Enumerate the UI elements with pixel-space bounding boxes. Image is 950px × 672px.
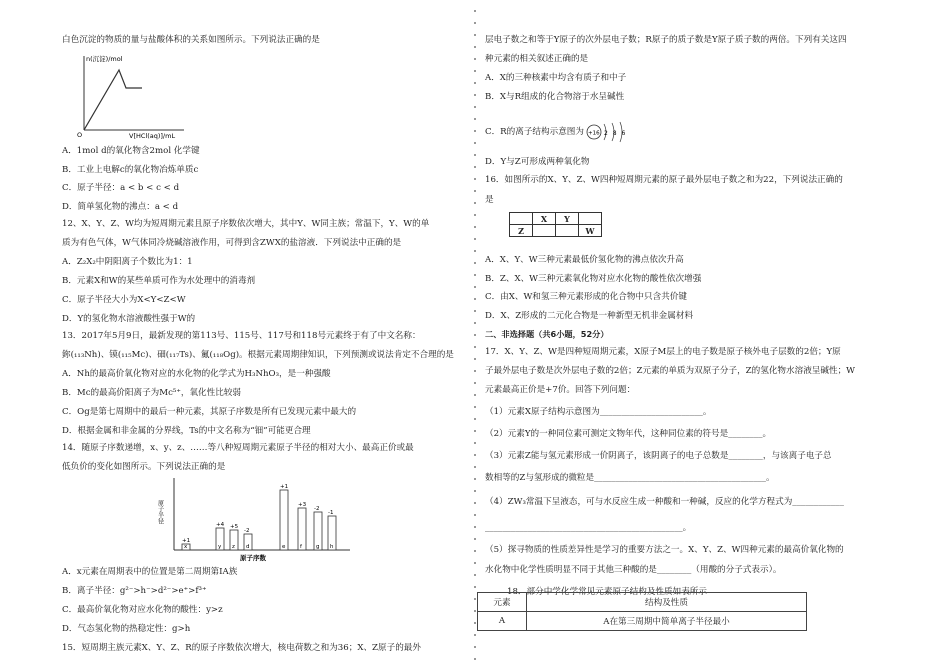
option: D．X、Z形成的二元化合物是一种新型无机非金属材料 <box>485 310 694 321</box>
q14-bar-value: +3 <box>298 502 307 508</box>
q14-bar-element: h <box>330 544 334 550</box>
option: C．R的离子结构示意图为 <box>485 127 584 137</box>
q14-bar-value: -2 <box>244 528 250 534</box>
q18-table <box>477 592 807 631</box>
table-cell: A在第三周期中简单离子半径最小 <box>527 612 807 631</box>
option: A．Nh的最高价氧化物对应的水化物的化学式为H₃NhO₃，是一种强酸 <box>62 369 331 379</box>
q18-stem: 18．部分中学化学常见元素原子结构及性质如表所示 <box>507 587 707 597</box>
q12-stem-line: 12、X、Y、Z、W均为短周期元素且原子序数依次增大，其中Y、W同主族；常温下，Y、W的单 <box>62 219 430 229</box>
q17-sub: 数相等的Z与氢形成的微粒是________________________________________。 <box>485 473 775 483</box>
q14-options <box>62 566 421 654</box>
q16-stem-line: 是 <box>485 195 494 205</box>
q16-stem-line: 16．如图所示的X、Y、Z、W四种短周期元素的原子最外层电子数之和为22，下列说法正确的 <box>485 175 843 185</box>
ion-nucleus: +16 <box>588 130 600 137</box>
center-divider <box>472 0 478 672</box>
q14-bars <box>182 484 336 550</box>
option: A．X的三种核素中均含有质子和中子 <box>485 73 627 83</box>
q17-sub: （4）ZW₃常温下呈液态，可与水反应生成一种酸和一种碱，反应的化学方程式为____________ <box>485 497 844 507</box>
option: D．根据金属和非金属的分界线，Ts的中文名称为“钿”可能更合理 <box>62 426 311 436</box>
option: C．Og是第七周期中的最后一种元素，其原子序数是所有已发现元素中最大的 <box>62 407 357 417</box>
q14-bar-value: +5 <box>230 524 239 530</box>
q12-stem-line: 质为有色气体，W气体同冷烧碱溶液作用，可得到含ZWX的盐溶液．下列说法中正确的是 <box>62 238 402 248</box>
graph-ylabel: n(沉淀)/mol <box>86 55 123 63</box>
option: D．气态氢化物的热稳定性：g>h <box>62 624 191 634</box>
q15-stem-line: 种元素的相关叙述正确的是 <box>485 54 589 64</box>
q16-periodic-grid <box>509 212 602 237</box>
graph-xlabel: V[HCl(aq)]/mL <box>129 132 176 140</box>
q11-options <box>62 145 200 213</box>
q17-stem-line: 元素最高正价是+7价。回答下列问题： <box>485 385 636 395</box>
q14-bar-value: +4 <box>216 522 225 528</box>
precipitate-graph <box>74 50 189 138</box>
grid-cell: W <box>579 225 602 237</box>
q14-bar-figure <box>156 474 360 562</box>
q13-stem-line: 13．2017年5月9日，最新发现的第113号、115号、117号和118号元素终于有了中文名称： <box>62 331 421 341</box>
q14-bar-element: y <box>218 544 222 550</box>
q14-bar-value: +1 <box>280 484 289 490</box>
q16-options <box>485 254 701 340</box>
q14-bar-value: +1 <box>182 538 191 544</box>
q13-stem-line: 鉨(₁₁₃Nh)、镆(₁₁₅Mc)、鿬(₁₁₇Ts)、鿫(₁₁₈Og)。根据元素周期律知识，下列预测或说法肯定不合理的是 <box>62 350 454 360</box>
q14-bar-element: z <box>232 544 235 550</box>
option: A．Z₂X₂中阴阳离子个数比为1：1 <box>62 257 193 267</box>
grid-cell: X <box>533 213 556 225</box>
option: B．工业上电解c的氧化物冶炼单质c <box>62 164 199 175</box>
q17-sub: ______________________________________________。 <box>485 523 692 533</box>
q14-bar <box>280 490 288 550</box>
option: C．原子半径大小为X<Y<Z<W <box>62 295 186 305</box>
option: C．由X、W和氢三种元素形成的化合物中只含共价键 <box>485 292 687 302</box>
graph-origin: O <box>77 131 83 139</box>
section-heading: 二、非选择题（共6小题，52分） <box>485 329 609 339</box>
option: C．原子半径：a < b < c < d <box>62 183 180 193</box>
q11-lead: 白色沉淀的物质的量与盐酸体积的关系如图所示。下列说法正确的是 <box>62 35 320 45</box>
option: B．Z、X、W三种元素氧化物对应水化物的酸性依次增强 <box>485 273 702 284</box>
q14-stem-line: 低负价的变化如图所示。下列说法正确的是 <box>62 462 226 472</box>
grid-cell <box>579 213 602 225</box>
option: C．最高价氧化物对应水化物的酸性：y>z <box>62 605 223 615</box>
table-cell: A <box>478 612 527 631</box>
q17-sub: （5）探寻物质的性质差异性是学习的重要方法之一。X、Y、Z、W四种元素的最高价氧化物的 <box>485 545 844 555</box>
q17-stem-line: 子最外层电子数是次外层电子数的2倍；Z元素的单质为双原子分子，Z的氢化物水溶液呈碱性；W <box>485 366 855 376</box>
option: A．x元素在周期表中的位置是第二周期第ⅠA族 <box>62 567 238 577</box>
grid-cell <box>533 225 556 237</box>
q14-bar-value: -2 <box>314 506 320 512</box>
q17 <box>485 346 855 598</box>
q14-bar-element: f <box>300 544 302 550</box>
q17-sub: （2）元素Y的一种同位素可测定文物年代，这种同位素的符号是________。 <box>485 429 772 439</box>
ion-shells: 2 8 6 <box>604 130 627 137</box>
q17-sub: （3）元素Z能与氢元素形成一价阴离子，该阴离子的电子总数是________，与该离子电子总 <box>485 451 832 461</box>
q14-bar-element: x <box>184 544 188 550</box>
q17-sub: 水化物中化学性质明显不同于其他三种酸的是________（用酸的分子式表示）。 <box>485 565 782 575</box>
q14-bar-element: e <box>282 544 286 550</box>
option: B．Mc的最高价阳离子为Mc⁵⁺，氧化性比较弱 <box>62 388 242 398</box>
q16-stem <box>485 174 843 206</box>
q14-bar-value: -1 <box>328 510 334 516</box>
q13 <box>62 330 454 437</box>
q14-bar-element: d <box>246 544 250 550</box>
table-header: 结构及性质 <box>527 593 807 612</box>
q17-sub: （1）元素X原子结构示意图为________________________。 <box>485 407 712 417</box>
q14-stem <box>62 442 414 473</box>
option: B．元素X和W的某些单质可作为水处理中的消毒剂 <box>62 276 256 286</box>
option: A．1mol d的氧化物含2mol 化学键 <box>62 146 200 156</box>
grid-cell: Z <box>510 225 533 237</box>
ion-structure-diagram <box>585 120 635 144</box>
table-header: 元素 <box>478 593 527 612</box>
table-row <box>478 612 807 631</box>
q15-stem-line: 层电子数之和等于Y原子的次外层电子数；R原子的质子数是Y原子质子数的两倍。下列有关这四 <box>485 35 847 45</box>
option: A．X、Y、W三种元素最低价氢化物的沸点依次升高 <box>485 255 684 265</box>
table-header-row <box>478 593 807 612</box>
q14-ylabel: 原子半径 <box>156 500 164 524</box>
q12 <box>62 218 429 325</box>
q15-cont <box>485 34 847 103</box>
option: D．Y与Z可形成两种氧化物 <box>485 157 590 167</box>
option: D．简单氢化物的沸点：a < d <box>62 201 179 212</box>
option: B．X与R组成的化合物溶于水呈碱性 <box>485 92 625 102</box>
q14-stem-line: 14．随原子序数递增，x、y、z、……等八种短周期元素原子半径的相对大小、最高正价或最 <box>62 443 414 453</box>
option: B．离子半径：g²⁻>h⁻>d²⁻>e⁺>f³⁺ <box>62 586 207 596</box>
grid-cell <box>556 225 579 237</box>
q14-xlabel: 原子序数 <box>240 554 266 562</box>
q14-bar-element: g <box>316 544 320 550</box>
q17-stem-line: 17．X、Y、Z、W是四种短周期元素，X原子M层上的电子数是原子核外电子层数的2倍；Y原 <box>485 347 841 357</box>
option: D．Y的氢化物水溶液酸性强于W的 <box>62 314 196 324</box>
grid-cell: Y <box>556 213 579 225</box>
grid-cell <box>510 213 533 225</box>
q15-stem-start: 15．短周期主族元素X、Y、Z、R的原子序数依次增大，核电荷数之和为36；X、Z原子的最外 <box>62 643 421 653</box>
